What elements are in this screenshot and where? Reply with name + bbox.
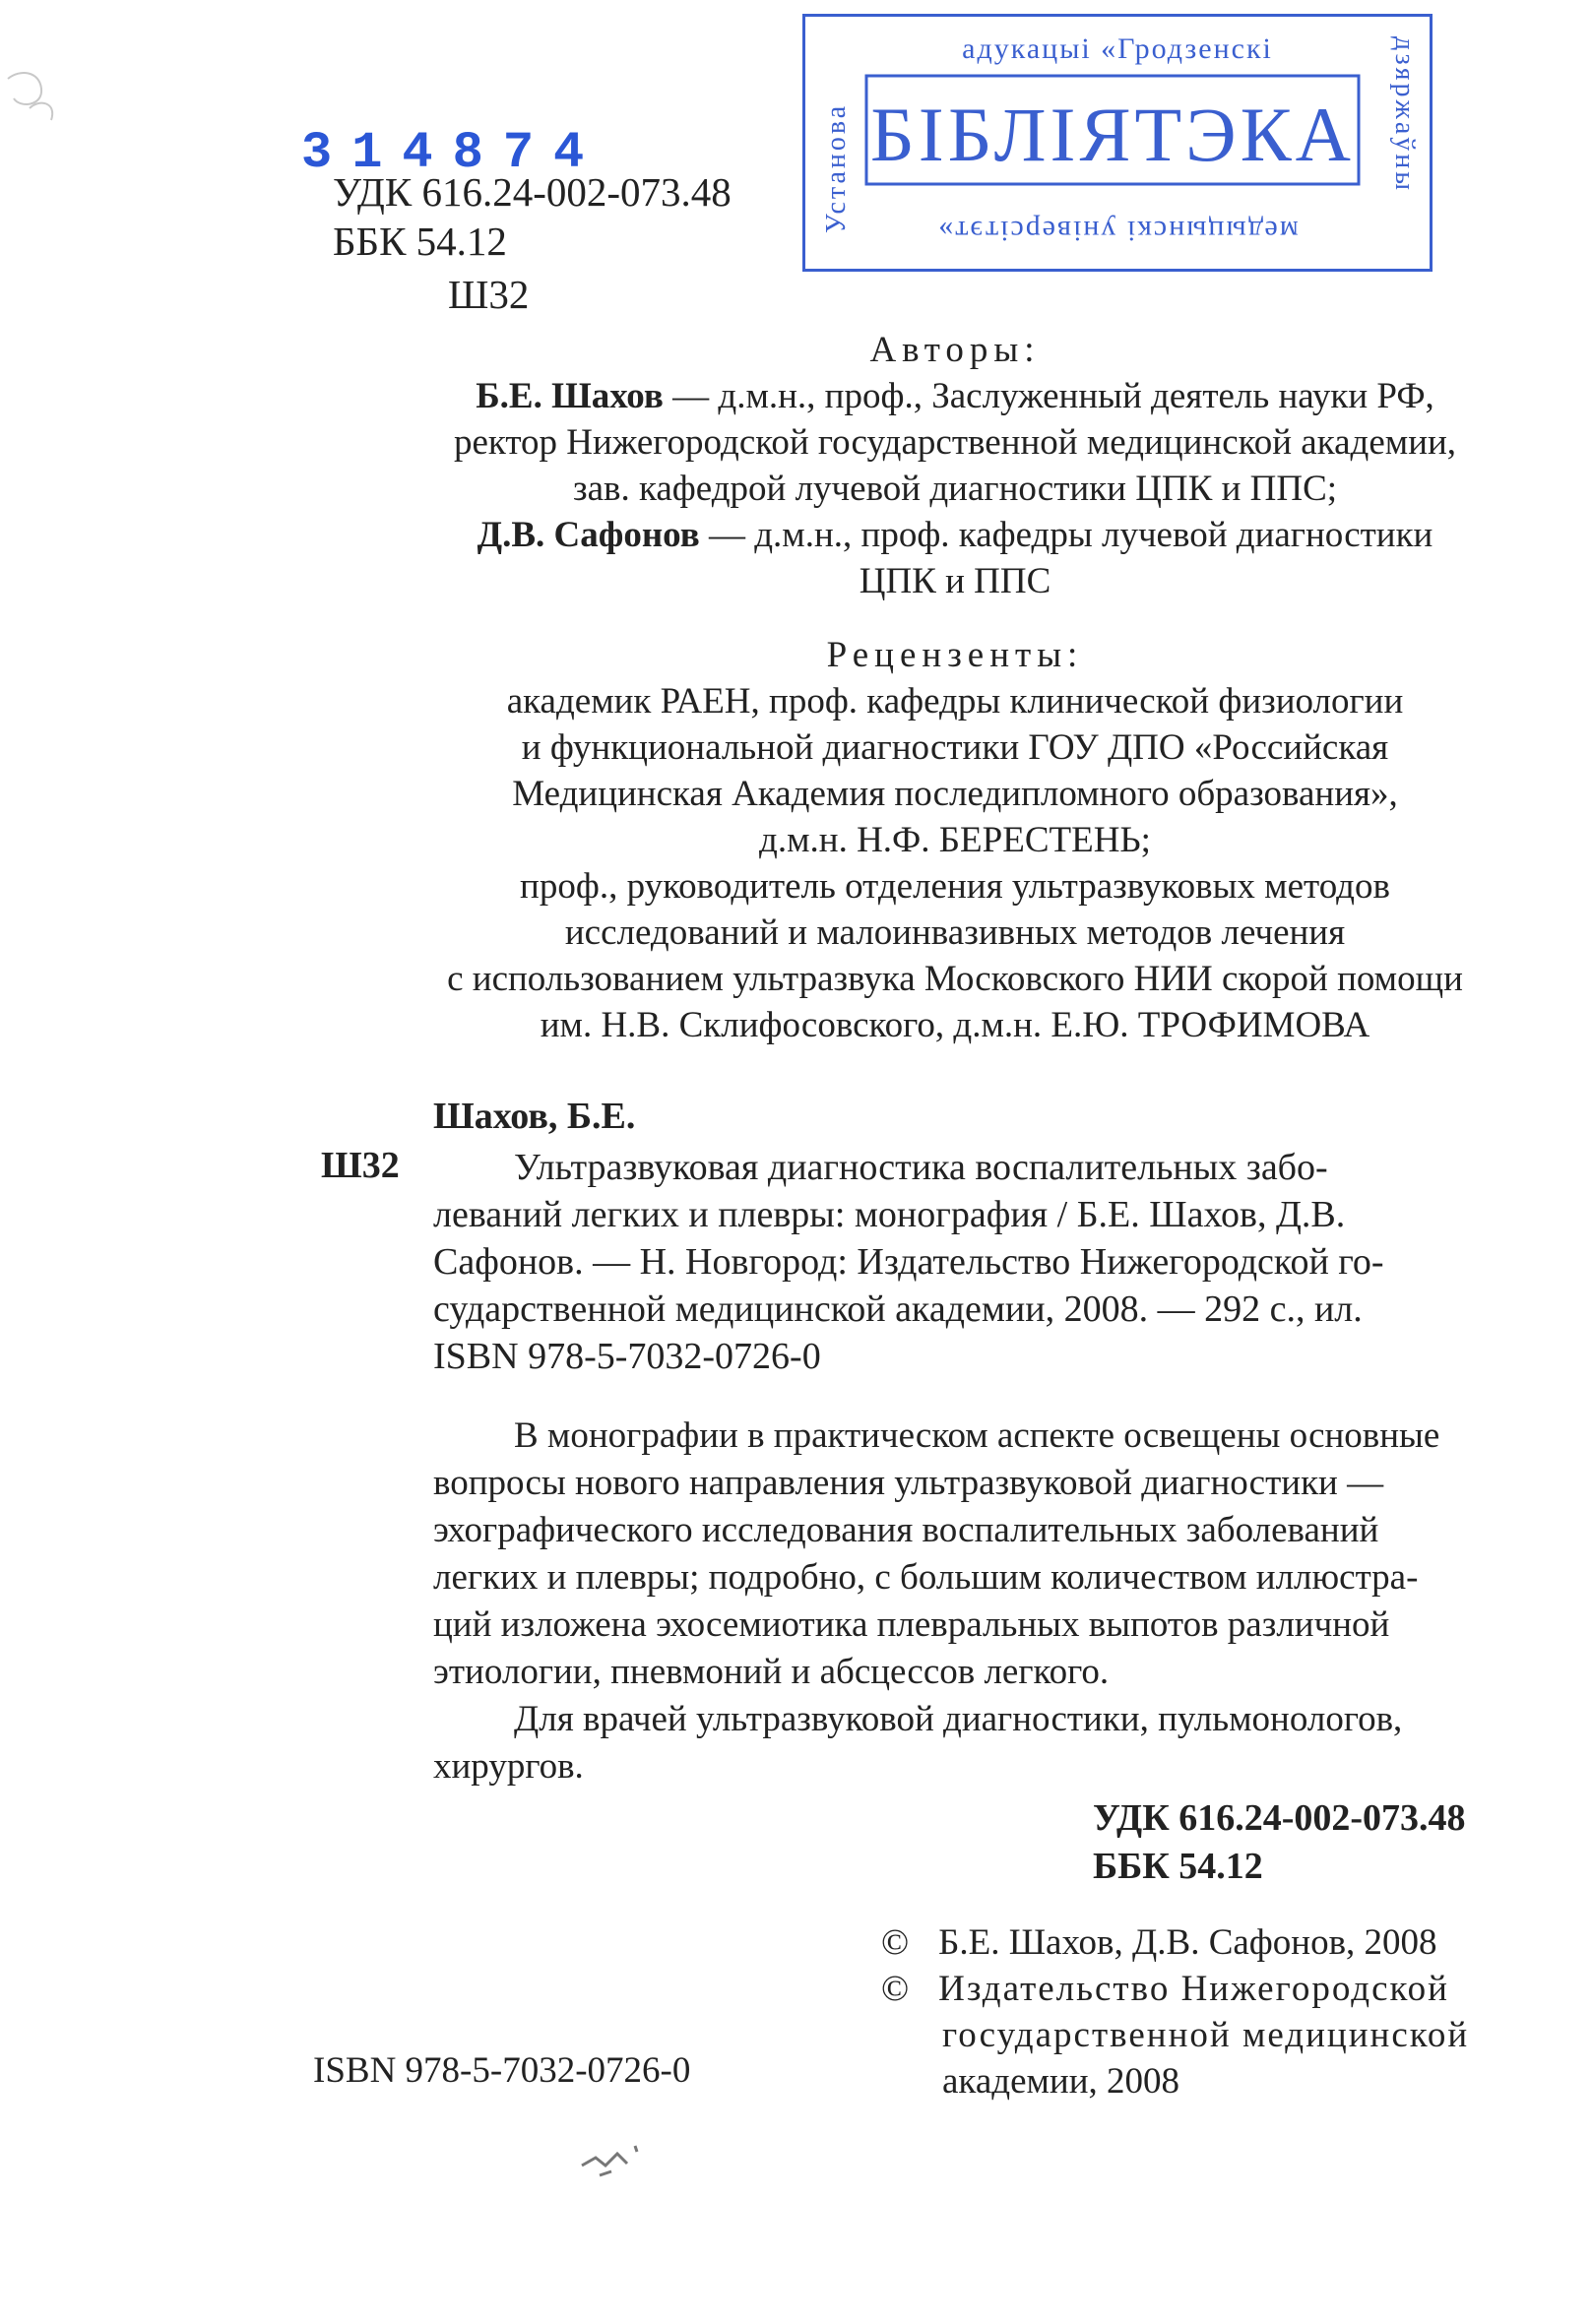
isbn: ISBN 978-5-7032-0726-0	[313, 2050, 691, 2091]
reviewers-section	[325, 632, 1585, 1048]
code-top: Ш32	[448, 272, 530, 317]
bib-code: Ш32	[321, 1145, 400, 1186]
author-1-desc: — д.м.н., проф., Заслуженный деятель науки РФ,	[663, 376, 1434, 416]
author-1-line	[325, 373, 1585, 419]
author-2-line	[325, 512, 1585, 558]
bib-line: сударственной медицинской академии, 2008. — 292 с., ил.	[433, 1288, 1363, 1330]
authors-section	[325, 327, 1585, 604]
author-1-line-2: ректор Нижегородской государственной медицинской академии,	[453, 422, 1457, 463]
copyright-symbol: ©	[881, 1969, 910, 2009]
stamp-bottom-text: медыцынскі універсітэт»	[936, 215, 1299, 247]
bib-description	[433, 1144, 1516, 1380]
inventory-number: 314874	[301, 124, 605, 182]
reviewer-line: и функциональной диагностики ГОУ ДПО «Российская	[521, 727, 1389, 768]
reviewer-line: академик РАЕН, проф. кафедры клинической физиологии	[506, 681, 1404, 722]
stamp-left-text: Установа	[821, 102, 852, 233]
copyright-2-line-3: академии, 2008	[942, 2061, 1180, 2102]
author-2-name: Д.В. Сафонов	[477, 515, 700, 555]
udk-bottom: УДК 616.24-002-073.48	[1093, 1797, 1466, 1839]
copyright-2	[881, 1966, 1469, 2012]
bib-line: Ультразвуковая диагностика воспалительных забо-	[514, 1147, 1328, 1188]
abstract-line: легких и плевры; подробно, с большим количеством иллюстра-	[433, 1557, 1419, 1598]
author-2-line-2: ЦПК и ППС	[859, 561, 1051, 601]
abstract-line: В монографии в практическом аспекте освещены основные	[514, 1415, 1440, 1456]
library-stamp	[802, 14, 1433, 272]
copyright-symbol: ©	[881, 1922, 910, 1963]
pencil-scribble	[0, 59, 69, 148]
reviewer-line: им. Н.В. Склифосовского, д.м.н. Е.Ю. ТРОФИМОВА	[540, 1005, 1370, 1045]
audience-line: Для врачей ультразвуковой диагностики, пульмонологов,	[514, 1699, 1403, 1739]
abstract	[433, 1413, 1521, 1790]
stamp-right-text: дзяржаўны	[1389, 36, 1420, 194]
bib-author: Шахов, Б.Е.	[433, 1096, 636, 1137]
bib-isbn: ISBN 978-5-7032-0726-0	[433, 1336, 821, 1377]
stamp-top-text: адукацыі «Гродзенскі	[962, 32, 1273, 65]
bbk-top: ББК 54.12	[333, 219, 507, 264]
reviewer-line: д.м.н. Н.Ф. БЕРЕСТЕНЬ;	[759, 820, 1151, 860]
author-1-name: Б.Е. Шахов	[476, 376, 664, 416]
ink-smudge	[576, 2136, 655, 2185]
bib-line: Сафонов. — Н. Новгород: Издательство Нижегородской го-	[433, 1241, 1384, 1283]
abstract-line: эхографического исследования воспалительных заболеваний	[433, 1510, 1379, 1550]
bbk-bottom: ББК 54.12	[1093, 1846, 1263, 1887]
copyright-block	[881, 1919, 1469, 2104]
udk-top: УДК 616.24-002-073.48	[333, 169, 732, 215]
copyright-1	[881, 1919, 1469, 1966]
stamp-main-text: БІБЛІЯТЭКА	[869, 92, 1356, 177]
reviewer-line: исследований и малоинвазивных методов лечения	[564, 912, 1346, 953]
authors-heading: Авторы:	[869, 330, 1041, 370]
reviewers-heading: Рецензенты:	[826, 635, 1084, 675]
author-2-desc: — д.м.н., проф. кафедры лучевой диагностики	[699, 515, 1433, 555]
copyright-2-line-2: государственной медицинской	[942, 2015, 1470, 2055]
copyright-1-text: Б.Е. Шахов, Д.В. Сафонов, 2008	[938, 1922, 1437, 1963]
abstract-line: ций изложена эхосемиотика плевральных выпотов различной	[433, 1604, 1390, 1645]
abstract-line: вопросы нового направления ультразвуковой диагностики —	[433, 1463, 1384, 1503]
copyright-2-text: Издательство Нижегородской	[938, 1969, 1449, 2009]
stamp-graphic	[805, 17, 1430, 269]
reviewer-line: с использованием ультразвука Московского НИИ скорой помощи	[447, 959, 1463, 999]
author-1-line-3: зав. кафедрой лучевой диагностики ЦПК и ППС;	[572, 469, 1338, 509]
bib-line: леваний легких и плевры: монография / Б.Е. Шахов, Д.В.	[433, 1194, 1346, 1235]
reviewer-line: проф., руководитель отделения ультразвуковых методов	[520, 866, 1390, 907]
reviewer-line: Медицинская Академия последипломного образования»,	[512, 774, 1398, 814]
audience-line-2: хирургов.	[433, 1746, 584, 1787]
abstract-line: этиологии, пневмоний и абсцессов легкого.	[433, 1652, 1110, 1692]
